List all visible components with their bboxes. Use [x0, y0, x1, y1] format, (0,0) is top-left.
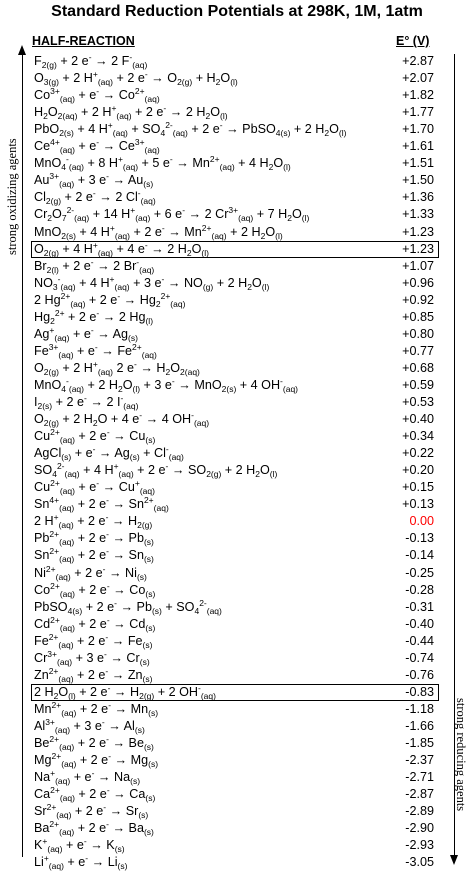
half-reaction: $Na^+_{(aq)} + e^- \to Na_{(s)}$ — [34, 768, 141, 787]
table-row — [31, 701, 439, 718]
half-reaction: $Al^{3+}_{(aq)} + 3$ $e^- \to Al_{(s)}$ — [34, 716, 145, 735]
half-reaction: $SO_4^{2-}_{(aq)} + 4$ $H^+_{(aq)} + 2$ $e^- \to SO_{2(g)} + 2$ $H_2O_{(l)}$ — [34, 461, 278, 480]
table-row — [31, 326, 439, 343]
potential-value: -0.14 — [405, 548, 434, 563]
potential-value: +1.51 — [402, 156, 434, 171]
potential-value: -2.71 — [405, 770, 434, 785]
half-reaction: $Ba^{2+}_{(aq)} + 2$ $e^- \to Ba_{(s)}$ — [34, 819, 154, 838]
half-reaction: $Fe^{3+}_{(aq)} + e^- \to Fe^{2+}_{(aq)}$ — [34, 341, 157, 360]
potential-value: +1.77 — [402, 105, 434, 120]
table-row — [31, 667, 439, 684]
potential-value: 0.00 — [409, 514, 434, 529]
half-reaction: $Br_{2(l)} + 2$ e- → 2 $Br^-_{(aq)}$ — [34, 256, 155, 275]
table-row — [31, 582, 439, 599]
half-reaction: $Be^{2+}_{(aq)} + 2$ $e^- \to Be_{(s)}$ — [34, 734, 154, 752]
table-row — [31, 428, 439, 445]
potential-value: +0.68 — [402, 360, 434, 375]
table-row — [31, 513, 439, 530]
potential-value: +0.15 — [402, 480, 434, 495]
table-row — [31, 650, 439, 667]
potential-value: -0.83 — [405, 684, 434, 699]
half-reaction: $Cu^{2+}_{(aq)} + 2$ $e^- \to Cu_{(s)}$ — [34, 427, 156, 446]
half-reaction: $Cu^{2+}_{(aq)} + e^- \to Cu^+_{(aq)}$ — [34, 478, 155, 497]
potential-value: +2.87 — [402, 54, 434, 68]
potential-value: -0.28 — [405, 582, 434, 597]
half-reaction: $H_2O_{2(aq)} + 2$ $H^+_{(aq)} + 2$ e- → 2 $H_2O_{(l)}$ — [34, 103, 228, 122]
table-row — [31, 343, 439, 360]
table-row — [31, 189, 439, 206]
half-reaction: $Cd^{2+}_{(aq)} + 2$ $e^- \to Cd_{(s)}$ — [34, 614, 156, 633]
half-reaction: $O_{2(g)} + 2$ $H^+_{(aq)}$ 2 $e^- \to H_2O_{2(aq)}$ — [34, 358, 200, 377]
table-row — [31, 735, 439, 752]
potential-value: -1.66 — [405, 718, 434, 733]
half-reaction: $Au^{3+}_{(aq)} + 3$ $e^- \to Au_{(s)}$ — [34, 171, 154, 190]
half-reaction: $Ni^{2+}_{(aq)} + 2$ $e^- \to Ni_{(s)}$ — [34, 563, 147, 582]
table-row — [31, 496, 439, 513]
half-reaction: MnO$_4$-$_{(aq)}$ + 8 $H^+_{(aq)} + 5$ $e^- \to Mn^{2+}_{(aq)} + 4$ $H_2O_{(l)}$ — [34, 154, 291, 173]
table-row — [31, 275, 439, 292]
half-reaction: MnO$_4$-$_{(aq)}$ + 2 $H_2O_{(l)} + 3$ e- → MnO$_{2(s)}$ + 4 $OH^-_{(aq)}$ — [34, 375, 299, 394]
potential-value: +1.23 — [402, 241, 434, 256]
table-row — [31, 599, 439, 616]
potential-value: -2.87 — [405, 787, 434, 802]
potential-value: +1.70 — [402, 122, 434, 137]
half-reaction: $Co^{3+}_{(aq)} + e^- \to Co^{2+}_{(aq)}$ — [34, 86, 160, 105]
half-reaction: $O_{2(g)} + 2$ $H_2O + 4$ e- → 4 $OH^-_{(aq)}$ — [34, 410, 210, 429]
potential-value: +0.80 — [402, 326, 434, 341]
table-row — [31, 530, 439, 547]
half-reaction: $F_{2(g)} + 2$ e- → 2 $F^-_{(aq)}$ — [34, 52, 148, 70]
potential-value: -3.05 — [405, 855, 434, 870]
half-reaction: $I_{2(s)} + 2$ e- → 2 $I^-_{(aq)}$ — [34, 393, 139, 411]
table-row — [31, 769, 439, 786]
half-reaction: AgCl$_{(s)}$ + $e^- \to Ag_{(s)} + Cl^-_{(aq)}$ — [34, 444, 184, 463]
table-row — [31, 547, 439, 564]
table-row — [31, 292, 439, 309]
table-row — [31, 155, 439, 172]
potential-value: +1.07 — [402, 258, 434, 273]
potential-value: -0.25 — [405, 565, 434, 580]
half-reaction: $Cr_2O_7^{2-}_{(aq)} + 14$ $H^+_{(aq)} + 6$ e- → 2 $Cr^{3+}_{(aq)} + 7$ $H_2O_{(l)}$ — [34, 205, 310, 224]
potential-value: +1.82 — [402, 88, 434, 103]
potential-value: -1.85 — [405, 736, 434, 750]
table-row — [31, 309, 439, 326]
potential-value: +0.85 — [402, 309, 434, 324]
table-row — [31, 752, 439, 769]
half-reaction: $Ce^{4+}_{(aq)} + e^- \to Ce^{3+}_{(aq)}$ — [34, 137, 160, 156]
table-row — [31, 87, 439, 104]
potential-value: -2.93 — [405, 838, 434, 853]
potential-value: +0.22 — [402, 446, 434, 461]
half-reaction: $Sn^{2+}_{(aq)} + 2$ $e^- \to Sn_{(s)}$ — [34, 546, 154, 565]
potential-value: -0.13 — [405, 531, 434, 546]
table-row — [31, 820, 439, 837]
potential-value: -0.40 — [405, 616, 434, 631]
table-row — [31, 104, 439, 121]
potential-value: +0.53 — [402, 395, 434, 409]
table-row — [31, 837, 439, 854]
potential-value: +0.13 — [402, 497, 434, 512]
table-row — [31, 718, 439, 735]
half-reaction-header: HALF-REACTION — [32, 34, 135, 48]
table-row — [31, 633, 439, 650]
half-reaction: $Li^+_{(aq)} + e^- \to Li_{(s)}$ — [34, 853, 128, 871]
half-reaction: $Sn^{4+}_{(aq)} + 2$ $e^- \to Sn^{2+}_{(aq)}$ — [34, 495, 169, 514]
potential-value: +0.77 — [402, 343, 434, 358]
table-row — [31, 206, 439, 223]
table-row — [31, 394, 439, 411]
table-row — [31, 565, 439, 582]
potential-value: -0.31 — [405, 599, 434, 614]
table-row — [31, 138, 439, 155]
table-row — [31, 786, 439, 803]
potential-value: +0.34 — [402, 429, 434, 444]
half-reaction: $Ca^{2+}_{(aq)} + 2$ $e^- \to Ca_{(s)}$ — [34, 785, 156, 804]
table-row — [31, 70, 439, 87]
half-reaction: $K^+_{(aq)} + e^- \to K_{(s)}$ — [34, 836, 125, 855]
potential-value: +1.36 — [402, 190, 434, 205]
half-reaction: $Ag^+_{(aq)} + e^- \to Ag_{(s)}$ — [34, 324, 138, 343]
half-reaction: $Mg^{2+}_{(aq)} + 2$ $e^- \to Mg_{(s)}$ — [34, 751, 159, 770]
half-reaction: $Pb^{2+}_{(aq)} + 2$ $e^- \to Pb_{(s)}$ — [34, 529, 154, 548]
potential-header: E° (V) — [396, 34, 430, 48]
table-row — [31, 172, 439, 189]
half-reaction: PbSO$_{4(s)}$ + 2 $e^- \to Pb_{(s)} + SO_4^{2-}_{(aq)}$ — [34, 597, 222, 616]
table-row — [31, 224, 439, 241]
reducing-agents-label: strong reducing agents — [454, 698, 468, 812]
potential-value: +1.61 — [402, 139, 434, 154]
half-reaction: $O_{2(g)} + 4$ $H^+_{(aq)} + 4$ e- → 2 $H_2O_{(l)}$ — [34, 239, 209, 258]
potential-value: -0.74 — [405, 650, 434, 665]
potential-value: -2.37 — [405, 753, 434, 768]
table-row — [31, 258, 439, 275]
potential-value: +1.33 — [402, 207, 434, 222]
table-row — [31, 803, 439, 820]
potential-value: -0.76 — [405, 667, 434, 682]
half-reaction: MnO$_{2(s)}$ + 4 $H^+_{(aq)} + 2$ $e^- \to Mn^{2+}_{(aq)} + 2$ $H_2O_{(l)}$ — [34, 222, 283, 241]
half-reaction: $O_{3(g)} + 2$ $H^+_{(aq)} + 2$ $e^- \to O_{2(g)} + H_2O_{(l)}$ — [34, 69, 238, 88]
table-row — [31, 616, 439, 633]
potential-value: +0.92 — [402, 292, 434, 307]
half-reaction: $Sr^{2+}_{(aq)} + 2$ $e^- \to Sr_{(s)}$ — [34, 802, 149, 821]
half-reaction: $Zn^{2+}_{(aq)} + 2$ $e^- \to Zn_{(s)}$ — [34, 665, 153, 684]
half-reaction: $Cl_{2(g)} + 2$ e- → 2 $Cl^-_{(aq)}$ — [34, 188, 156, 207]
table-row — [31, 479, 439, 496]
table-row-boxed — [31, 684, 439, 701]
potential-value: -2.90 — [405, 821, 434, 836]
potential-value: -2.89 — [405, 804, 434, 819]
page-title: Standard Reduction Potentials at 298K, 1M, 1atm — [51, 3, 423, 20]
table-row — [31, 121, 439, 138]
half-reaction: $Fe^{2+}_{(aq)} + 2$ $e^- \to Fe_{(s)}$ — [34, 631, 153, 650]
half-reaction: PbO$_{2(s)}$ + 4 $H^+_{(aq)} + SO_4^{2-}_{(aq)} + 2$ e- → PbSO$_{4(s)}$ + 2 $H_2O_{(l)}$ — [34, 120, 347, 139]
table-row — [31, 360, 439, 377]
half-reaction: $NO_3^-_{(aq)} + 4$ $H^+_{(aq)} + 3$ $e^- \to NO_{(g)} + 2$ $H_2O_{(l)}$ — [34, 273, 270, 292]
potential-value: +2.07 — [402, 71, 434, 86]
table-row-boxed — [31, 241, 439, 258]
half-reaction: $Mn^{2+}_{(aq)} + 2$ $e^- \to Mn_{(s)}$ — [34, 699, 159, 718]
oxidizing-agents-label: strong oxidizing agents — [5, 138, 19, 255]
half-reaction: 2 $H_2O_{(l)} + 2$ $e^- \to H_{2(g)} + 2$ $OH^-_{(aq)}$ — [34, 682, 216, 701]
potential-value: +1.50 — [402, 173, 434, 188]
potential-value: +1.23 — [402, 224, 434, 239]
potential-value: +0.20 — [402, 463, 434, 478]
potential-value: -1.18 — [405, 701, 434, 716]
table-row — [31, 377, 439, 394]
half-reaction: $Hg_2^{2+} + 2$ e- → 2 $Hg_{(l)}$ — [34, 307, 154, 326]
table-row — [31, 445, 439, 462]
table-row — [31, 411, 439, 428]
potential-value: +0.40 — [402, 412, 434, 427]
half-reaction: 2 $H^+_{(aq)} + 2$ $e^- \to H_{2(g)}$ — [34, 512, 153, 531]
half-reaction: $Cr^{3+}_{(aq)} + 3$ $e^- \to Cr_{(s)}$ — [34, 648, 150, 667]
potential-value: +0.59 — [402, 377, 434, 392]
half-reaction: $Co^{2+}_{(aq)} + 2$ $e^- \to Co_{(s)}$ — [34, 580, 156, 599]
table-row — [31, 53, 439, 70]
half-reaction: 2 $Hg^{2+}_{(aq)} + 2$ $e^- \to Hg_2^{2+}_{(aq)}$ — [34, 290, 186, 309]
potential-value: +0.96 — [402, 275, 434, 290]
potential-value: -0.44 — [405, 633, 434, 648]
table-row — [31, 462, 439, 479]
